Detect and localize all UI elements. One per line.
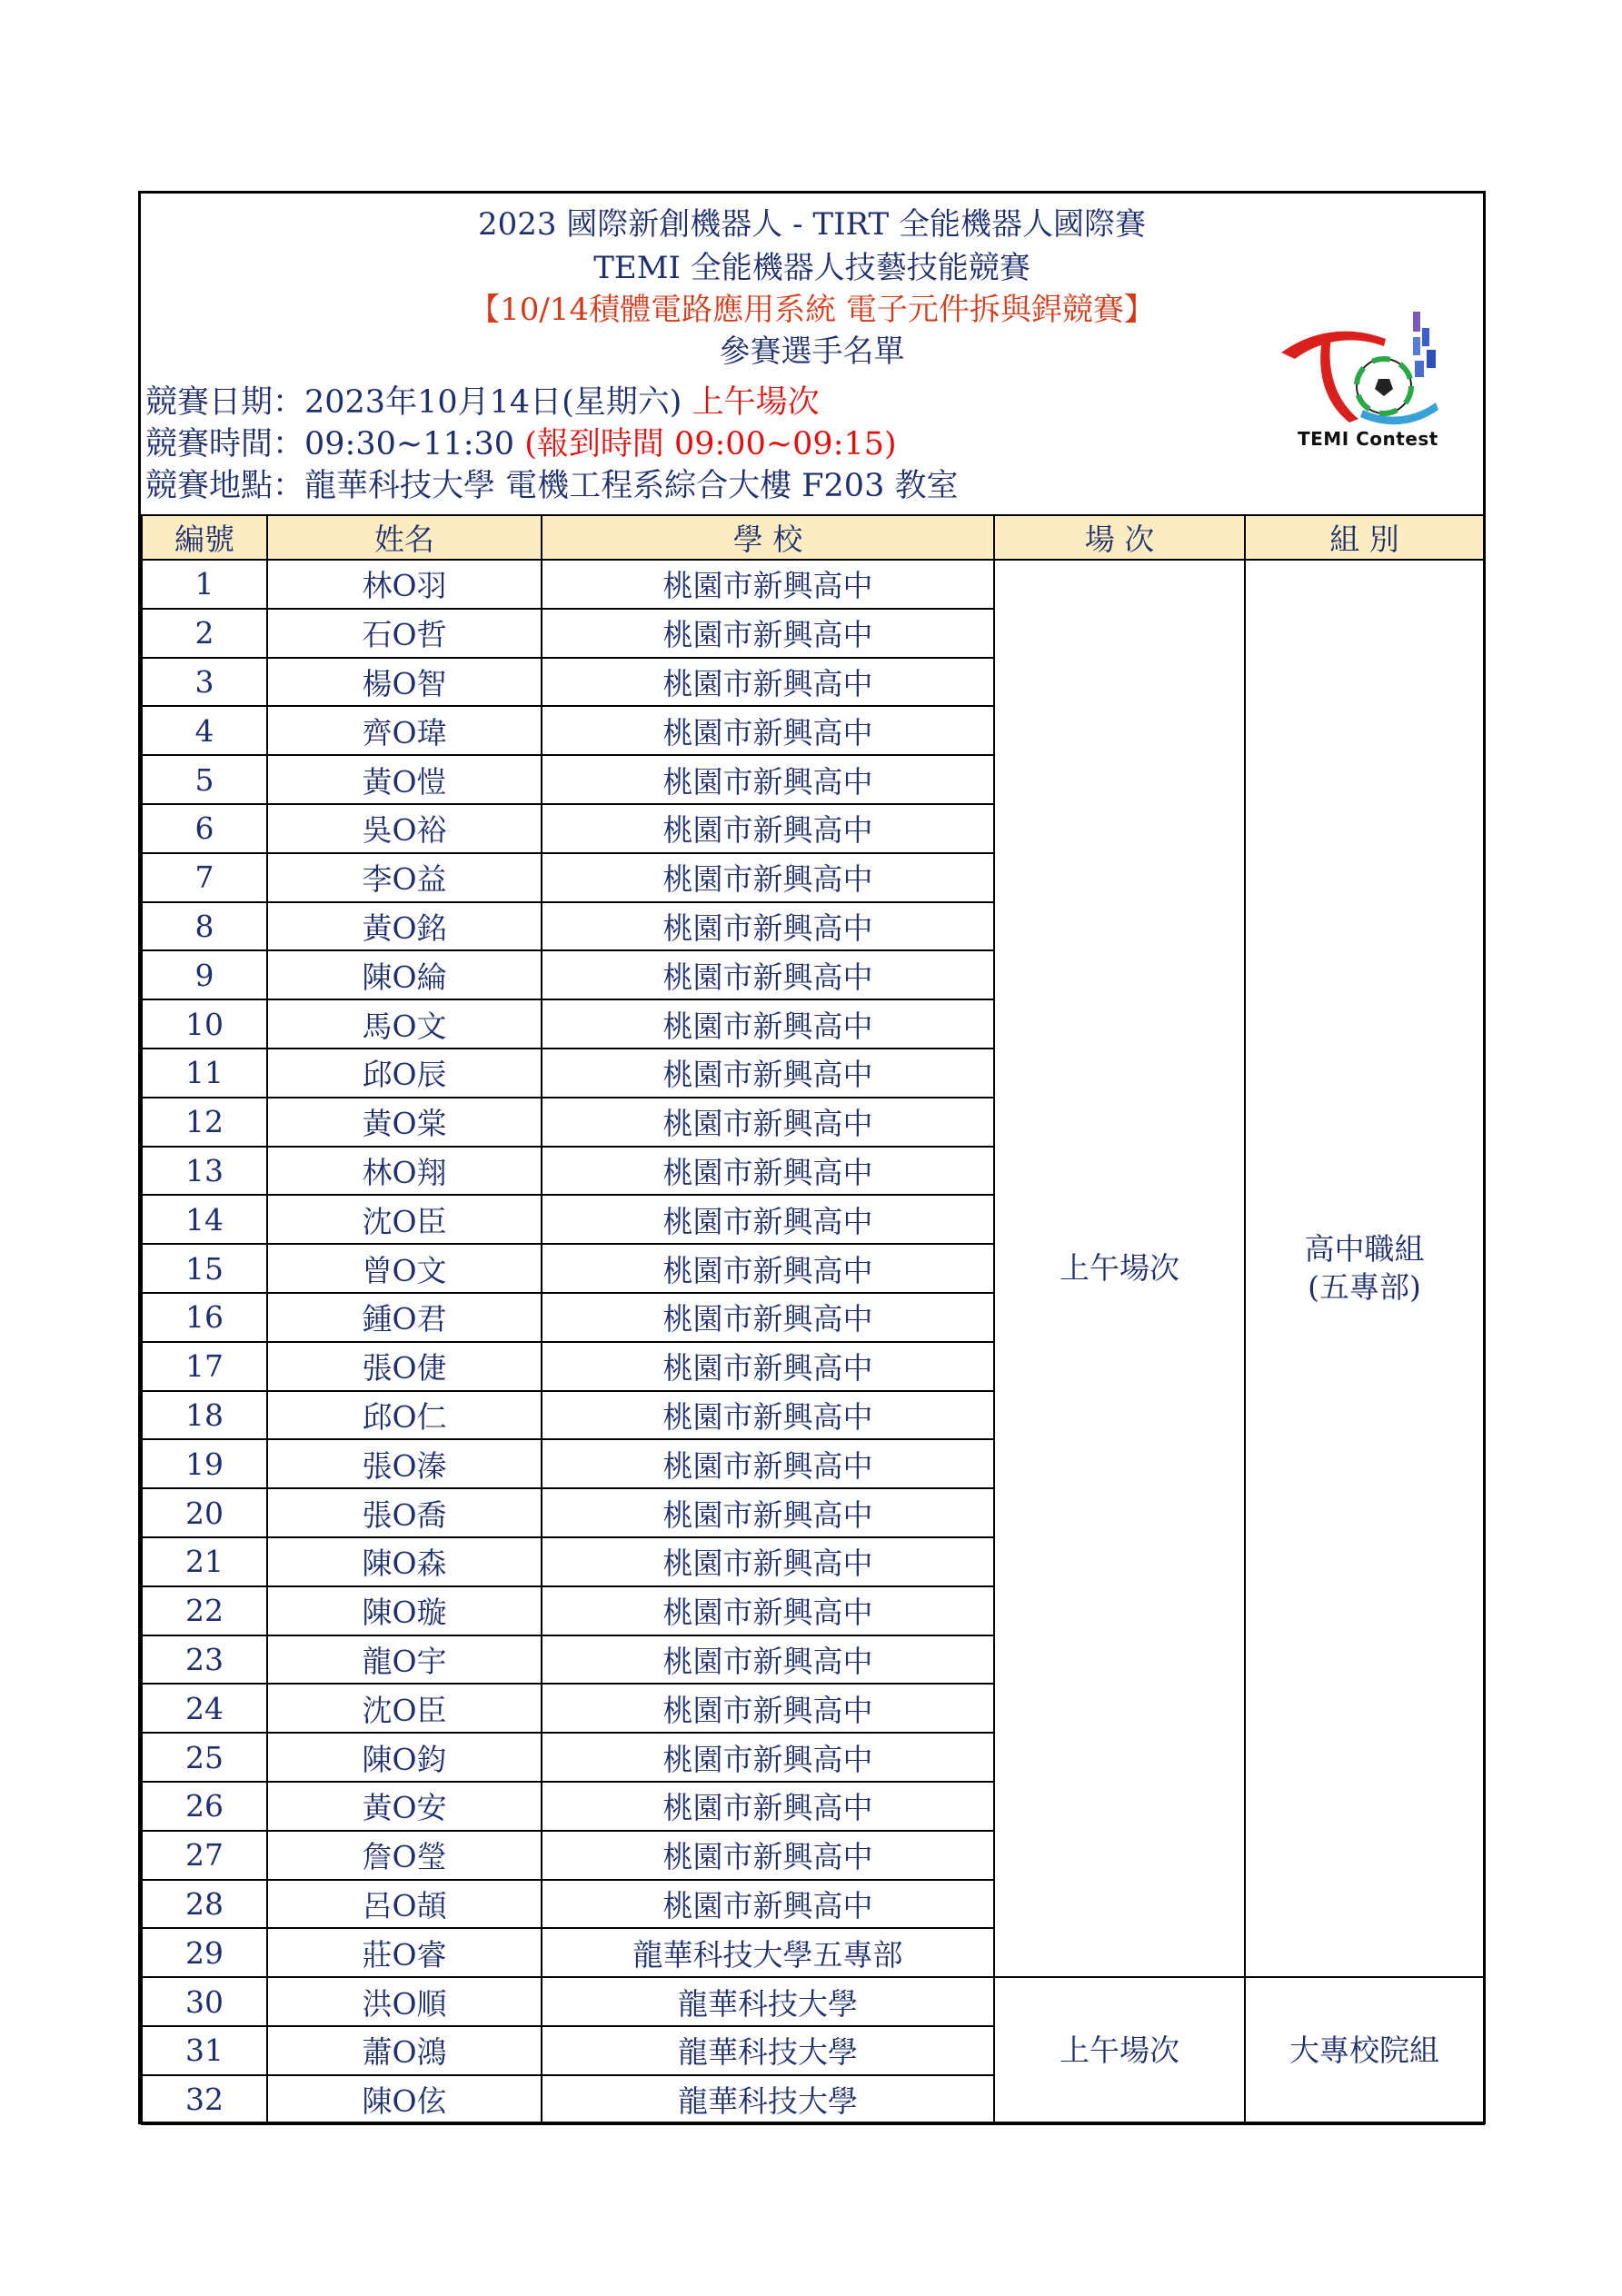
- group-a-line-1: 高中職組: [1304, 1231, 1425, 1267]
- cell-school: 桃園市新興高中: [542, 1488, 994, 1537]
- cell-school: 桃園市新興高中: [542, 1635, 994, 1685]
- cell-school: 桃園市新興高中: [542, 1391, 994, 1440]
- cell-name: 邱O辰: [267, 1049, 542, 1098]
- cell-school: 桃園市新興高中: [542, 658, 994, 707]
- cell-name: 黃O銘: [267, 902, 542, 951]
- title-line-2: TEMI 全能機器人技藝技能競賽: [593, 250, 1030, 286]
- cell-name: 洪O順: [267, 1977, 542, 2026]
- col-header-name: 姓名: [267, 515, 542, 560]
- cell-number: 8: [142, 902, 267, 951]
- cell-number: 12: [142, 1098, 267, 1147]
- cell-group-b: 大專校院組: [1245, 1977, 1484, 2123]
- date-session: 上午場次: [692, 384, 820, 421]
- cell-school: 桃園市新興高中: [542, 1195, 994, 1244]
- time-checkin: (報到時間 09:00~09:15): [524, 426, 897, 462]
- cell-name: 陳O伭: [267, 2075, 542, 2124]
- temi-contest-logo-icon: [1277, 303, 1449, 430]
- competition-time: [145, 423, 897, 465]
- cell-session-group-b: 上午場次: [994, 1977, 1245, 2123]
- cell-school: 桃園市新興高中: [542, 1586, 994, 1635]
- cell-name: 林O翔: [267, 1147, 542, 1196]
- col-header-session: 場 次: [994, 515, 1245, 560]
- cell-number: 7: [142, 853, 267, 902]
- cell-name: 馬O文: [267, 999, 542, 1049]
- cell-name: 張O喬: [267, 1488, 542, 1537]
- cell-school: 桃園市新興高中: [542, 853, 994, 902]
- cell-name: 沈O臣: [267, 1684, 542, 1733]
- table-row: [142, 560, 1484, 609]
- table-row: [142, 1977, 1484, 2026]
- cell-name: 張O倢: [267, 1342, 542, 1391]
- col-header-school: 學 校: [542, 515, 994, 560]
- cell-school: 龍華科技大學: [542, 2075, 994, 2124]
- cell-name: 陳O綸: [267, 950, 542, 999]
- cell-name: 蕭O鴻: [267, 2026, 542, 2075]
- participant-table: [141, 514, 1485, 2125]
- cell-number: 19: [142, 1439, 267, 1488]
- cell-session-group-a: 上午場次: [994, 560, 1245, 1977]
- cell-school: 桃園市新興高中: [542, 1244, 994, 1293]
- cell-school: 桃園市新興高中: [542, 1831, 994, 1880]
- cell-name: 陳O璇: [267, 1586, 542, 1635]
- cell-name: 呂O頡: [267, 1880, 542, 1929]
- cell-name: 沈O臣: [267, 1195, 542, 1244]
- cell-name: 陳O鈞: [267, 1733, 542, 1782]
- cell-name: 詹O瑩: [267, 1831, 542, 1880]
- competition-date: [145, 382, 820, 423]
- cell-name: 邱O仁: [267, 1391, 542, 1440]
- cell-name: 黃O愷: [267, 755, 542, 804]
- cell-number: 29: [142, 1928, 267, 1977]
- cell-number: 24: [142, 1684, 267, 1733]
- cell-number: 18: [142, 1391, 267, 1440]
- cell-number: 15: [142, 1244, 267, 1293]
- cell-school: 桃園市新興高中: [542, 560, 994, 609]
- cell-number: 6: [142, 804, 267, 853]
- cell-group-a: [1245, 560, 1484, 1977]
- cell-school: 桃園市新興高中: [542, 1537, 994, 1586]
- cell-name: 林O羽: [267, 560, 542, 609]
- sheet-header: [141, 194, 1483, 514]
- cell-name: 陳O森: [267, 1537, 542, 1586]
- cell-name: 黃O棠: [267, 1098, 542, 1147]
- cell-name: 曾O文: [267, 1244, 542, 1293]
- cell-name: 龍O宇: [267, 1635, 542, 1685]
- cell-number: 5: [142, 755, 267, 804]
- cell-number: 31: [142, 2026, 267, 2075]
- cell-number: 1: [142, 560, 267, 609]
- cell-school: 桃園市新興高中: [542, 1684, 994, 1733]
- cell-number: 10: [142, 999, 267, 1049]
- cell-school: 桃園市新興高中: [542, 1293, 994, 1342]
- cell-number: 9: [142, 950, 267, 999]
- cell-number: 14: [142, 1195, 267, 1244]
- cell-number: 2: [142, 609, 267, 658]
- title-line-3: 【10/14積體電路應用系統 電子元件拆與銲競賽】: [469, 292, 1155, 328]
- cell-number: 21: [142, 1537, 267, 1586]
- cell-number: 4: [142, 706, 267, 755]
- cell-school: 桃園市新興高中: [542, 1098, 994, 1147]
- cell-school: 桃園市新興高中: [542, 755, 994, 804]
- cell-school: 桃園市新興高中: [542, 1342, 994, 1391]
- cell-number: 26: [142, 1782, 267, 1831]
- cell-name: 石O哲: [267, 609, 542, 658]
- cell-school: 桃園市新興高中: [542, 609, 994, 658]
- cell-school: 桃園市新興高中: [542, 1733, 994, 1782]
- title-line-4: 參賽選手名單: [719, 333, 905, 370]
- time-label: 競賽時間：09:30~11:30: [145, 426, 525, 462]
- cell-number: 16: [142, 1293, 267, 1342]
- cell-school: 龍華科技大學五專部: [542, 1928, 994, 1977]
- col-header-number: 編號: [142, 515, 267, 560]
- cell-number: 17: [142, 1342, 267, 1391]
- cell-number: 23: [142, 1635, 267, 1685]
- cell-school: 桃園市新興高中: [542, 999, 994, 1049]
- table-header-row: [142, 515, 1484, 560]
- logo-caption: TEMI Contest: [1298, 428, 1438, 450]
- cell-number: 3: [142, 658, 267, 707]
- table-body: [142, 560, 1484, 2124]
- cell-number: 32: [142, 2075, 267, 2124]
- cell-name: 楊O智: [267, 658, 542, 707]
- cell-name: 齊O瑋: [267, 706, 542, 755]
- cell-school: 桃園市新興高中: [542, 1782, 994, 1831]
- cell-number: 13: [142, 1147, 267, 1196]
- cell-number: 28: [142, 1880, 267, 1929]
- roster-sheet: [138, 191, 1486, 2124]
- title-line-1: 2023 國際新創機器人 - TIRT 全能機器人國際賽: [477, 206, 1147, 243]
- cell-school: 龍華科技大學: [542, 2026, 994, 2075]
- cell-school: 桃園市新興高中: [542, 1439, 994, 1488]
- cell-number: 25: [142, 1733, 267, 1782]
- cell-name: 黃O安: [267, 1782, 542, 1831]
- cell-number: 20: [142, 1488, 267, 1537]
- cell-number: 11: [142, 1049, 267, 1098]
- cell-school: 桃園市新興高中: [542, 950, 994, 999]
- cell-name: 鍾O君: [267, 1293, 542, 1342]
- cell-name: 張O溱: [267, 1439, 542, 1488]
- cell-number: 27: [142, 1831, 267, 1880]
- date-label: 競賽日期：2023年10月14日(星期六): [145, 384, 692, 421]
- group-a-line-2: (五專部): [1308, 1269, 1421, 1306]
- cell-name: 吳O裕: [267, 804, 542, 853]
- cell-number: 22: [142, 1586, 267, 1635]
- cell-school: 桃園市新興高中: [542, 1147, 994, 1196]
- competition-venue: 競賽地點：龍華科技大學 電機工程系綜合大樓 F203 教室: [145, 468, 959, 504]
- cell-school: 桃園市新興高中: [542, 1049, 994, 1098]
- cell-school: 龍華科技大學: [542, 1977, 994, 2026]
- cell-name: 莊O睿: [267, 1928, 542, 1977]
- cell-name: 李O益: [267, 853, 542, 902]
- cell-school: 桃園市新興高中: [542, 706, 994, 755]
- cell-school: 桃園市新興高中: [542, 902, 994, 951]
- col-header-group: 組 別: [1245, 515, 1484, 560]
- cell-school: 桃園市新興高中: [542, 1880, 994, 1929]
- cell-school: 桃園市新興高中: [542, 804, 994, 853]
- cell-number: 30: [142, 1977, 267, 2026]
